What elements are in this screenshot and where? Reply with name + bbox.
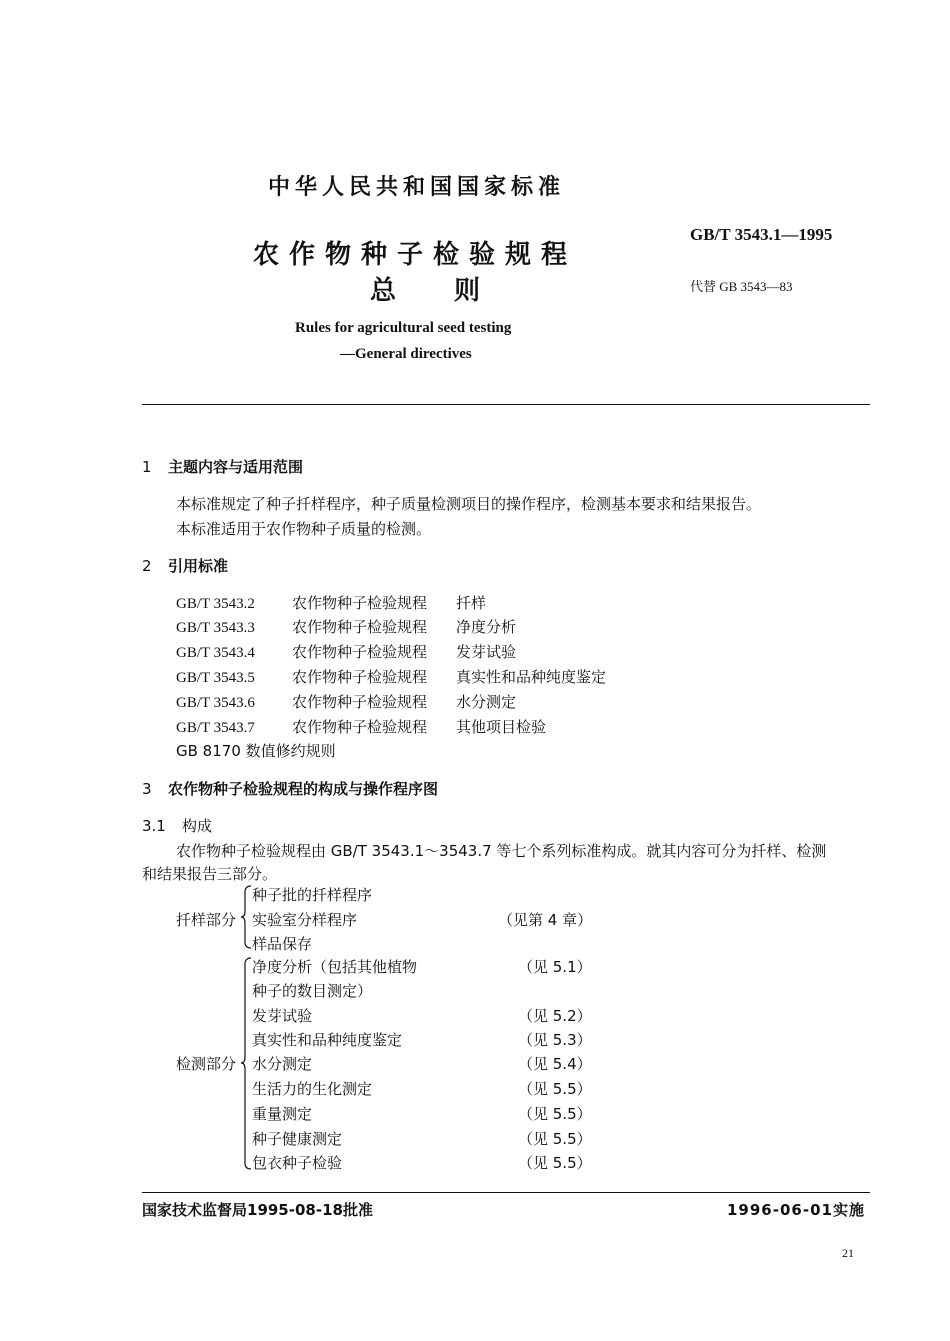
subsection-3-1-number: 3.1 [142, 817, 166, 835]
sampling-group-label: 扦样部分 [176, 911, 237, 929]
reference-code: GB/T 3543.4 [176, 645, 255, 661]
testing-item: 重量测定 [252, 1105, 313, 1123]
reference-name: 农作物种子检验规程 [292, 693, 428, 711]
subsection-3-1-title: 构成 [182, 817, 213, 835]
testing-group-label: 检测部分 [176, 1055, 237, 1073]
section-1-para-1: 本标准规定了种子扦样程序，种子质量检测项目的操作程序，检测基本要求和结果报告。 [176, 495, 762, 513]
standard-number-text: GB/T 3543.1—1995 [690, 225, 833, 244]
reference-name: 农作物种子检验规程 [292, 718, 428, 736]
testing-see-reference: （见 5.2） [518, 1007, 592, 1025]
testing-item: 包衣种子检验 [252, 1154, 343, 1172]
testing-item: 真实性和品种纯度鉴定 [252, 1031, 403, 1049]
sampling-item: 种子批的扦样程序 [252, 886, 373, 904]
section-3-number: 3 [142, 780, 152, 798]
sampling-item: 实验室分样程序 [252, 911, 358, 929]
effective-date: 1996-06-01实施 [727, 1201, 865, 1219]
replaces-note: 代替 GB 3543—83 [690, 279, 793, 294]
reference-part: 净度分析 [456, 618, 517, 636]
testing-item: 水分测定 [252, 1055, 313, 1073]
testing-item: 净度分析（包括其他植物 [252, 958, 418, 976]
section-3-title: 农作物种子检验规程的构成与操作程序图 [168, 780, 439, 798]
section-2-number: 2 [142, 557, 152, 575]
testing-see-reference: （见 5.1） [518, 958, 592, 976]
reference-name: 农作物种子检验规程 [292, 668, 428, 686]
english-title-line1: Rules for agricultural seed testing [295, 320, 512, 336]
testing-item: 种子的数目测定） [252, 982, 373, 1000]
testing-see-reference: （见 5.5） [518, 1130, 592, 1148]
section-3-para-line-1: 农作物种子检验规程由 GB/T 3543.1～3543.7 等七个系列标准构成。就其内容可分为扦样、检测 [176, 842, 827, 860]
reference-part: 水分测定 [456, 693, 517, 711]
reference-part: 扦样 [456, 594, 487, 612]
section-3-para-line-2: 和结果报告三部分。 [142, 865, 278, 883]
footer-rule [142, 1192, 870, 1193]
testing-see-reference: （见 5.4） [518, 1055, 592, 1073]
subtitle-char-2: 则 [454, 276, 481, 306]
testing-see-reference: （见 5.5） [518, 1154, 592, 1172]
reference-part: 其他项目检验 [456, 718, 547, 736]
reference-part: 真实性和品种纯度鉴定 [456, 668, 607, 686]
testing-item: 种子健康测定 [252, 1130, 343, 1148]
subtitle-char-1: 总 [370, 276, 397, 306]
testing-see-reference: （见 5.5） [518, 1105, 592, 1123]
reference-name: 农作物种子检验规程 [292, 594, 428, 612]
section-1-para-2: 本标准适用于农作物种子质量的检测。 [176, 520, 432, 538]
page-number: 21 [842, 1246, 854, 1260]
approval-date: 国家技术监督局1995-08-18批准 [142, 1201, 373, 1219]
reference-item-last: GB 8170 数值修约规则 [176, 742, 336, 760]
standard-number [690, 225, 832, 245]
reference-name: 农作物种子检验规程 [292, 643, 428, 661]
reference-code: GB/T 3543.5 [176, 670, 255, 686]
reference-code: GB/T 3543.3 [176, 620, 255, 636]
reference-item [176, 716, 546, 737]
sampling-see-reference: （见第 4 章） [498, 911, 593, 929]
section-3-heading [142, 778, 438, 799]
reference-item [176, 616, 516, 637]
reference-item [176, 666, 606, 687]
reference-item [176, 641, 516, 662]
english-title-line2: —General directives [340, 346, 472, 362]
header-rule [142, 404, 870, 405]
reference-name: 农作物种子检验规程 [292, 618, 428, 636]
reference-item [176, 592, 486, 613]
section-1-number: 1 [142, 458, 152, 476]
document-title: 农作物种子检验规程 [253, 240, 578, 270]
testing-see-reference: （见 5.5） [518, 1080, 592, 1098]
reference-code: GB/T 3543.7 [176, 720, 255, 736]
reference-code: GB/T 3543.6 [176, 695, 255, 711]
sampling-item: 样品保存 [252, 935, 313, 953]
document-subtitle [370, 270, 480, 307]
reference-item [176, 691, 516, 712]
section-2-heading [142, 555, 228, 576]
subsection-3-1-heading [142, 815, 212, 836]
section-2-title: 引用标准 [168, 557, 229, 575]
reference-code: GB/T 3543.2 [176, 596, 255, 612]
testing-see-reference: （见 5.3） [518, 1031, 592, 1049]
section-1-title: 主题内容与适用范围 [168, 458, 304, 476]
testing-item: 发芽试验 [252, 1007, 313, 1025]
national-standard-heading: 中华人民共和国国家标准 [268, 175, 566, 200]
section-1-heading [142, 456, 303, 477]
testing-item: 生活力的生化测定 [252, 1080, 373, 1098]
reference-part: 发芽试验 [456, 643, 517, 661]
